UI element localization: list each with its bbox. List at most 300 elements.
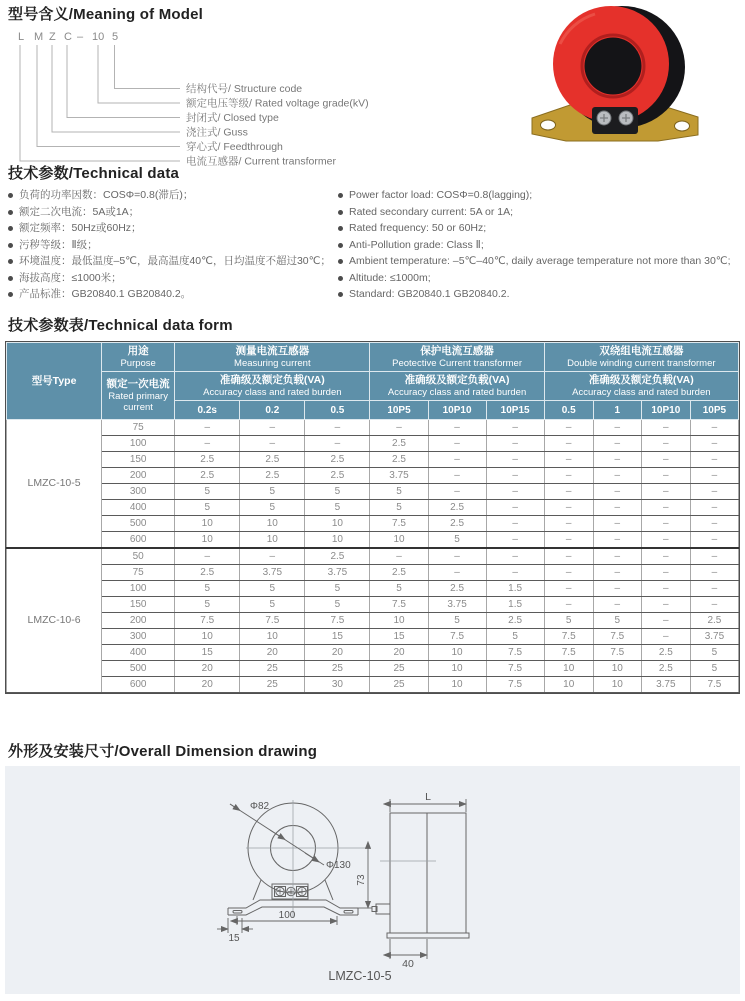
- value-cell: 10: [240, 629, 305, 645]
- value-cell: 5: [593, 613, 641, 629]
- table-row: [7, 581, 739, 597]
- value-cell: 2.5: [175, 468, 240, 484]
- svg-text:结构代号/ Structure code: 结构代号/ Structure code: [186, 83, 303, 95]
- value-cell: 15: [175, 645, 240, 661]
- value-cell: 5: [175, 597, 240, 613]
- value-cell: –: [305, 420, 370, 436]
- value-cell: 20: [175, 677, 240, 693]
- table-row: [7, 468, 739, 484]
- value-cell: 10: [175, 532, 240, 549]
- value-cell: 3.75: [428, 597, 486, 613]
- bullet-icon: [338, 210, 343, 215]
- value-cell: –: [486, 484, 544, 500]
- spec-item: [338, 207, 740, 219]
- value-cell: –: [593, 468, 641, 484]
- value-cell: –: [641, 548, 690, 565]
- value-cell: –: [593, 484, 641, 500]
- value-cell: 3.75: [240, 565, 305, 581]
- value-cell: –: [641, 565, 690, 581]
- value-cell: –: [593, 565, 641, 581]
- value-cell: 7.5: [240, 613, 305, 629]
- value-cell: 7.5: [544, 629, 593, 645]
- primary-current-cell: 150: [102, 452, 175, 468]
- value-cell: 2.5: [428, 516, 486, 532]
- bullet-icon: [8, 276, 13, 281]
- value-cell: –: [428, 484, 486, 500]
- value-cell: –: [544, 420, 593, 436]
- primary-current-cell: 100: [102, 436, 175, 452]
- svg-text:100: 100: [278, 910, 296, 921]
- value-cell: –: [240, 548, 305, 565]
- primary-current-cell: 100: [102, 581, 175, 597]
- bullet-icon: [338, 243, 343, 248]
- value-cell: 7.5: [175, 613, 240, 629]
- value-cell: 2.5: [690, 613, 738, 629]
- value-cell: 5: [544, 613, 593, 629]
- value-cell: –: [544, 468, 593, 484]
- bullet-icon: [338, 276, 343, 281]
- primary-current-cell: 400: [102, 645, 175, 661]
- value-cell: 7.5: [593, 645, 641, 661]
- value-cell: –: [428, 420, 486, 436]
- table-row: [7, 677, 739, 693]
- class-col: 0.2: [240, 401, 305, 420]
- value-cell: –: [690, 597, 738, 613]
- table-body: [7, 420, 739, 693]
- value-cell: –: [641, 613, 690, 629]
- value-cell: 20: [175, 661, 240, 677]
- group-header-double-winding: 双绕组电流互感器 Double winding current transformer: [544, 343, 738, 372]
- value-cell: –: [544, 452, 593, 468]
- model-type-cell: LMZC-10-6: [7, 548, 102, 693]
- value-cell: 5: [305, 597, 370, 613]
- spec-text: 产品标准：GB20840.1 GB20840.2。: [19, 288, 192, 300]
- spec-text: Rated frequency: 50 or 60Hz;: [349, 222, 487, 234]
- value-cell: 7.5: [428, 629, 486, 645]
- value-cell: 10: [305, 516, 370, 532]
- svg-text:–: –: [77, 31, 84, 43]
- value-cell: –: [305, 436, 370, 452]
- value-cell: 2.5: [370, 452, 428, 468]
- value-cell: 10: [428, 661, 486, 677]
- value-cell: –: [370, 548, 428, 565]
- value-cell: –: [486, 532, 544, 549]
- svg-text:L: L: [425, 791, 431, 803]
- model-code-diagram: [8, 28, 528, 170]
- table-row: [7, 548, 739, 565]
- spec-text: 环境温度：最低温度–5℃，最高温度40℃，日均温度不超过30℃；: [19, 255, 331, 267]
- class-col: 0.5: [305, 401, 370, 420]
- value-cell: 2.5: [175, 452, 240, 468]
- value-cell: 7.5: [486, 645, 544, 661]
- svg-text:73: 73: [356, 874, 367, 886]
- svg-text:Φ130: Φ130: [326, 860, 351, 871]
- table-row: [7, 597, 739, 613]
- primary-current-cell: 500: [102, 516, 175, 532]
- value-cell: 7.5: [305, 613, 370, 629]
- spec-item: [8, 289, 333, 301]
- value-cell: –: [486, 516, 544, 532]
- value-cell: 2.5: [641, 645, 690, 661]
- model-type-cell: LMZC-10-5: [7, 420, 102, 549]
- value-cell: 20: [370, 645, 428, 661]
- value-cell: –: [641, 452, 690, 468]
- value-cell: –: [544, 532, 593, 549]
- spec-list-en: [338, 190, 740, 306]
- technical-form-title: 技术参数表/Technical data form: [8, 317, 233, 334]
- technical-data-table-wrap: [5, 341, 740, 694]
- spec-text: Altitude: ≤1000m;: [349, 271, 431, 284]
- value-cell: 5: [175, 500, 240, 516]
- technical-data-title: 技术参数/Technical data: [8, 165, 180, 182]
- value-cell: 10: [240, 516, 305, 532]
- table-row: [7, 500, 739, 516]
- value-cell: –: [690, 452, 738, 468]
- value-cell: –: [593, 548, 641, 565]
- svg-text:5: 5: [112, 31, 119, 43]
- value-cell: 5: [428, 532, 486, 549]
- table-row: [7, 645, 739, 661]
- spec-item: [338, 289, 740, 301]
- svg-text:40: 40: [402, 958, 414, 970]
- value-cell: 10: [370, 613, 428, 629]
- value-cell: 2.5: [370, 436, 428, 452]
- value-cell: 2.5: [305, 548, 370, 565]
- model-code-connector-lines: [20, 45, 180, 161]
- spec-text: Rated secondary current: 5A or 1A;: [349, 205, 514, 218]
- bullet-icon: [8, 193, 13, 198]
- spec-text: 额定二次电流：5A或1A；: [19, 205, 140, 218]
- table-header: [7, 343, 739, 420]
- value-cell: –: [428, 468, 486, 484]
- product-photo: [500, 4, 730, 152]
- group-header-protective: 保护电流互感器 Peotective Current transformer: [370, 343, 544, 372]
- value-cell: 1.5: [486, 581, 544, 597]
- drawing-model-label: LMZC-10-5: [328, 969, 392, 983]
- dimension-drawing: [200, 768, 545, 993]
- value-cell: 7.5: [593, 629, 641, 645]
- value-cell: –: [370, 420, 428, 436]
- primary-current-cell: 150: [102, 597, 175, 613]
- value-cell: 5: [240, 500, 305, 516]
- value-cell: –: [486, 452, 544, 468]
- value-cell: 20: [240, 645, 305, 661]
- value-cell: 5: [428, 613, 486, 629]
- value-cell: –: [544, 597, 593, 613]
- svg-text:额定电压等级/ Rated voltage grade(kV: 额定电压等级/ Rated voltage grade(kV): [186, 97, 369, 110]
- value-cell: 5: [690, 661, 738, 677]
- value-cell: –: [690, 484, 738, 500]
- value-cell: –: [641, 516, 690, 532]
- col-header-purpose: 用途 Purpose: [102, 343, 175, 372]
- table-row: [7, 484, 739, 500]
- value-cell: –: [175, 420, 240, 436]
- svg-text:L: L: [18, 31, 25, 43]
- primary-current-cell: 200: [102, 613, 175, 629]
- value-cell: –: [428, 565, 486, 581]
- value-cell: 25: [240, 661, 305, 677]
- value-cell: 1.5: [486, 597, 544, 613]
- table-row: [7, 452, 739, 468]
- value-cell: 10: [544, 661, 593, 677]
- spec-item: [338, 256, 740, 268]
- value-cell: –: [641, 420, 690, 436]
- class-col: 0.5: [544, 401, 593, 420]
- value-cell: 5: [240, 581, 305, 597]
- bullet-icon: [8, 226, 13, 231]
- dimension-title: 外形及安装尺寸/Overall Dimension drawing: [8, 743, 318, 760]
- spec-item: [338, 273, 740, 285]
- value-cell: –: [544, 500, 593, 516]
- value-cell: 7.5: [486, 661, 544, 677]
- svg-text:Z: Z: [49, 31, 56, 43]
- value-cell: –: [486, 565, 544, 581]
- value-cell: –: [690, 565, 738, 581]
- side-view-outline: [372, 813, 469, 938]
- group-header-measuring: 测量电流互感器 Measuring current: [175, 343, 370, 372]
- value-cell: 3.75: [641, 677, 690, 693]
- value-cell: 2.5: [428, 500, 486, 516]
- spec-item: [8, 190, 333, 202]
- value-cell: 2.5: [240, 468, 305, 484]
- value-cell: 7.5: [544, 645, 593, 661]
- svg-text:C: C: [64, 31, 72, 43]
- value-cell: –: [593, 516, 641, 532]
- value-cell: –: [544, 516, 593, 532]
- value-cell: 3.75: [305, 565, 370, 581]
- class-col: 1: [593, 401, 641, 420]
- value-cell: 5: [305, 581, 370, 597]
- col-header-type: 型号Type: [7, 343, 102, 420]
- value-cell: 10: [175, 629, 240, 645]
- spec-item: [338, 223, 740, 235]
- primary-current-cell: 50: [102, 548, 175, 565]
- primary-current-cell: 200: [102, 468, 175, 484]
- primary-current-cell: 600: [102, 532, 175, 549]
- primary-current-cell: 75: [102, 565, 175, 581]
- primary-current-cell: 75: [102, 420, 175, 436]
- value-cell: –: [544, 548, 593, 565]
- accuracy-header-double-winding: 准确级及额定负载(VA) Accuracy class and rated burden: [544, 372, 738, 401]
- value-cell: –: [175, 548, 240, 565]
- table-row: [7, 532, 739, 549]
- value-cell: 10: [593, 677, 641, 693]
- front-view-dim-text: [228, 801, 367, 944]
- spec-item: [8, 240, 333, 252]
- spec-item: [8, 223, 333, 235]
- model-meaning-title: 型号含义/Meaning of Model: [8, 6, 204, 23]
- class-col: 10P5: [690, 401, 738, 420]
- value-cell: –: [690, 468, 738, 484]
- value-cell: –: [641, 468, 690, 484]
- bullet-icon: [8, 243, 13, 248]
- table-row: [7, 629, 739, 645]
- svg-text:浇注式/ Guss: 浇注式/ Guss: [186, 126, 248, 139]
- value-cell: 2.5: [641, 661, 690, 677]
- class-col: 10P10: [428, 401, 486, 420]
- value-cell: –: [690, 500, 738, 516]
- value-cell: –: [544, 565, 593, 581]
- value-cell: –: [486, 420, 544, 436]
- value-cell: 30: [305, 677, 370, 693]
- svg-text:封闭式/ Closed type: 封闭式/ Closed type: [186, 112, 279, 124]
- value-cell: 5: [370, 581, 428, 597]
- value-cell: –: [641, 629, 690, 645]
- value-cell: 5: [690, 645, 738, 661]
- spec-text: Ambient temperature: –5℃–40℃, daily average temperature not more than 30℃;: [349, 255, 731, 267]
- value-cell: 25: [370, 677, 428, 693]
- table-row: [7, 565, 739, 581]
- value-cell: 15: [370, 629, 428, 645]
- value-cell: –: [690, 581, 738, 597]
- value-cell: 10: [370, 532, 428, 549]
- primary-current-cell: 600: [102, 677, 175, 693]
- primary-current-cell: 500: [102, 661, 175, 677]
- value-cell: 10: [428, 645, 486, 661]
- value-cell: 2.5: [370, 565, 428, 581]
- value-cell: 7.5: [486, 677, 544, 693]
- value-cell: 5: [486, 629, 544, 645]
- accuracy-header-measuring: 准确级及额定负载(VA) Accuracy class and rated burden: [175, 372, 370, 401]
- spec-text: Anti-Pollution grade: Class Ⅱ;: [349, 238, 484, 251]
- spec-item: [8, 256, 333, 268]
- bullet-icon: [8, 210, 13, 215]
- table-row: [7, 420, 739, 436]
- value-cell: –: [240, 420, 305, 436]
- spec-list-cn: [8, 190, 333, 306]
- spec-item: [338, 240, 740, 252]
- value-cell: –: [175, 436, 240, 452]
- accuracy-header-protective: 准确级及额定负载(VA) Accuracy class and rated burden: [370, 372, 544, 401]
- value-cell: –: [544, 484, 593, 500]
- value-cell: –: [544, 581, 593, 597]
- bullet-icon: [338, 193, 343, 198]
- value-cell: 5: [175, 484, 240, 500]
- model-code-labels: [186, 82, 369, 168]
- value-cell: 2.5: [428, 581, 486, 597]
- svg-text:15: 15: [228, 933, 240, 944]
- value-cell: 10: [305, 532, 370, 549]
- spec-text: Standard: GB20840.1 GB20840.2.: [349, 288, 510, 300]
- spec-text: 海拔高度：≤1000米；: [19, 271, 122, 284]
- value-cell: 25: [370, 661, 428, 677]
- svg-text:穿心式/ Feedthrough: 穿心式/ Feedthrough: [186, 141, 283, 153]
- class-col: 10P5: [370, 401, 428, 420]
- value-cell: 7.5: [370, 597, 428, 613]
- terminal-block: [592, 107, 638, 134]
- bullet-icon: [338, 292, 343, 297]
- value-cell: 15: [305, 629, 370, 645]
- value-cell: 10: [544, 677, 593, 693]
- value-cell: 5: [175, 581, 240, 597]
- value-cell: –: [641, 532, 690, 549]
- svg-text:Φ82: Φ82: [250, 801, 270, 812]
- value-cell: 3.75: [690, 629, 738, 645]
- spec-text: 污秽等级：Ⅱ级；: [19, 238, 98, 251]
- spec-item: [338, 190, 740, 202]
- table-row: [7, 613, 739, 629]
- col-header-primary-current: 额定一次电流 Rated primary current: [102, 372, 175, 420]
- value-cell: 2.5: [486, 613, 544, 629]
- value-cell: 5: [240, 484, 305, 500]
- value-cell: 25: [240, 677, 305, 693]
- class-col: 10P15: [486, 401, 544, 420]
- side-view-dimensions: [390, 799, 466, 959]
- spec-item: [8, 273, 333, 285]
- value-cell: 5: [305, 484, 370, 500]
- primary-current-cell: 300: [102, 484, 175, 500]
- table-row: [7, 516, 739, 532]
- value-cell: –: [593, 532, 641, 549]
- value-cell: –: [593, 500, 641, 516]
- value-cell: –: [486, 548, 544, 565]
- value-cell: –: [641, 597, 690, 613]
- technical-data-table: [6, 342, 739, 693]
- value-cell: –: [428, 548, 486, 565]
- class-col: 0.2s: [175, 401, 240, 420]
- value-cell: –: [544, 436, 593, 452]
- value-cell: –: [486, 500, 544, 516]
- value-cell: 10: [240, 532, 305, 549]
- value-cell: –: [690, 548, 738, 565]
- value-cell: 2.5: [175, 565, 240, 581]
- value-cell: –: [593, 597, 641, 613]
- bullet-icon: [338, 259, 343, 264]
- value-cell: 5: [370, 500, 428, 516]
- value-cell: –: [486, 436, 544, 452]
- svg-text:M: M: [34, 31, 44, 43]
- svg-text:10: 10: [92, 31, 105, 43]
- value-cell: –: [428, 452, 486, 468]
- spec-text: 额定频率：50Hz或60Hz；: [19, 222, 142, 234]
- spec-item: [8, 207, 333, 219]
- value-cell: 10: [428, 677, 486, 693]
- value-cell: –: [690, 532, 738, 549]
- bullet-icon: [338, 226, 343, 231]
- value-cell: 7.5: [690, 677, 738, 693]
- value-cell: 20: [305, 645, 370, 661]
- value-cell: –: [690, 436, 738, 452]
- value-cell: –: [641, 436, 690, 452]
- bullet-icon: [8, 259, 13, 264]
- value-cell: 2.5: [240, 452, 305, 468]
- bullet-icon: [8, 292, 13, 297]
- value-cell: –: [486, 468, 544, 484]
- value-cell: –: [428, 436, 486, 452]
- value-cell: 2.5: [305, 452, 370, 468]
- class-col: 10P10: [641, 401, 690, 420]
- value-cell: –: [593, 581, 641, 597]
- spec-text: Power factor load: COSΦ=0.8(lagging);: [349, 189, 533, 201]
- value-cell: 25: [305, 661, 370, 677]
- spec-text: 负荷的功率因数：COSΦ=0.8(滞后)；: [19, 189, 194, 201]
- value-cell: 5: [305, 500, 370, 516]
- value-cell: –: [240, 436, 305, 452]
- primary-current-cell: 400: [102, 500, 175, 516]
- table-row: [7, 661, 739, 677]
- model-code-text: [18, 31, 118, 43]
- value-cell: –: [593, 420, 641, 436]
- value-cell: 5: [370, 484, 428, 500]
- value-cell: –: [641, 500, 690, 516]
- value-cell: –: [593, 452, 641, 468]
- value-cell: –: [690, 516, 738, 532]
- value-cell: 2.5: [305, 468, 370, 484]
- value-cell: –: [690, 420, 738, 436]
- value-cell: –: [593, 436, 641, 452]
- value-cell: 10: [175, 516, 240, 532]
- value-cell: 10: [593, 661, 641, 677]
